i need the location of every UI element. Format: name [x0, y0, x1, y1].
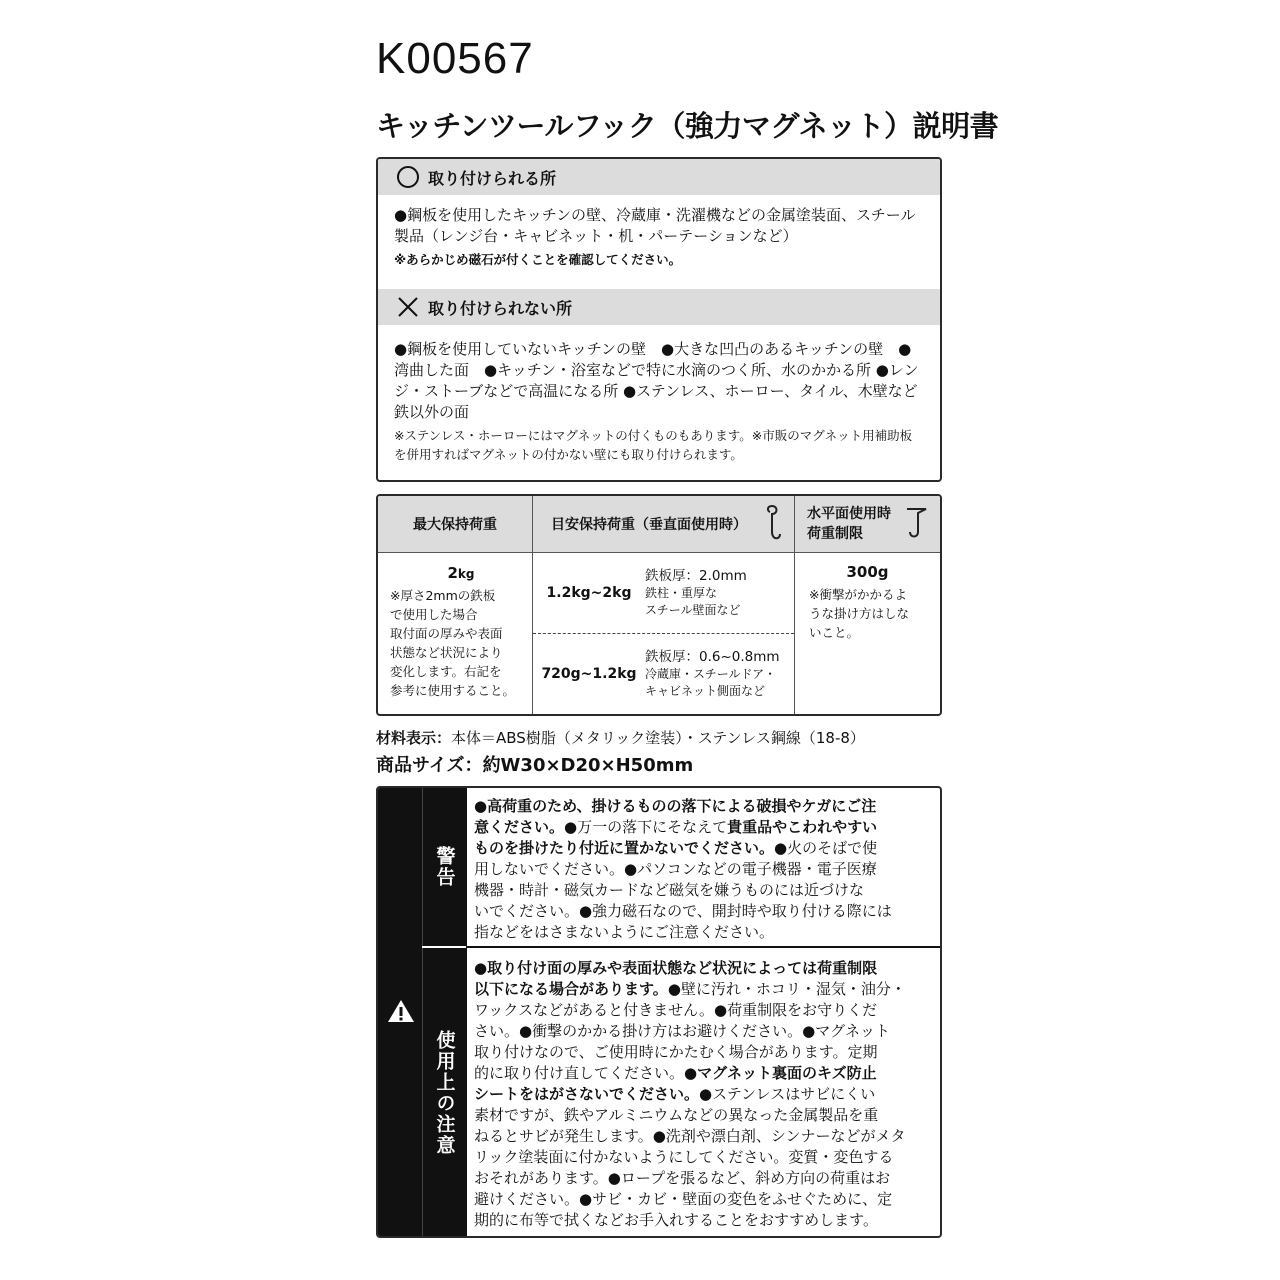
- not-mountable-note: ※ステンレス・ホーローにはマグネットの付くものもあります。※市販のマグネット用補助板を併用すればマグネットの付かない壁にも取り付けられます。: [394, 428, 913, 462]
- s-hook-icon: [762, 502, 784, 544]
- section-divider: [466, 946, 942, 948]
- size-line: [376, 751, 693, 777]
- caution-line: リック塗装面に付かないようにしてください。変質・変色する: [474, 1148, 894, 1166]
- warning-line: 機器・時計・磁気カードなど磁気を嫌うものには近づけな: [474, 881, 865, 899]
- max-load-note-5: 変化します。右記を: [390, 664, 502, 679]
- vertical-load-desc: [645, 568, 747, 619]
- mountable-text: ●鋼板を使用したキッチンの壁、冷蔵庫・洗濯機などの金属塗装面、スチール製品（レンジ台・キャビネット・机・パーテーションなど）: [394, 206, 916, 245]
- max-load-note-4: 状態など状況により: [390, 645, 503, 660]
- warning-bold: ●高荷重のため、掛けるものの落下による破損やケガにご注: [474, 797, 877, 815]
- caution-normal: ●ステンレスはサビにくい: [699, 1085, 876, 1103]
- warning-line: [474, 838, 936, 859]
- document-title: キッチンツールフック（強力マグネット）説明書: [376, 109, 999, 143]
- vertical-load-desc-1: 鉄板厚：0.6~0.8mm: [645, 648, 780, 665]
- cross-icon: [396, 295, 420, 319]
- max-load-cell: [378, 553, 533, 715]
- not-mountable-text: ●鋼板を使用していないキッチンの壁 ●大きな凹凸のあるキッチンの壁 ●湾曲した面 ●キッチン・浴室などで特に水滴のつく所、水のかかる所 ●レンジ・ストーブなどで高温になる所 ●ステンレス、ホーロー、タイル、木壁など鉄以外の面: [394, 340, 919, 421]
- warning-box: [376, 786, 942, 1238]
- warning-text: [474, 796, 936, 943]
- vertical-load-desc-3: キャビネット側面など: [645, 683, 766, 698]
- warning-line: [474, 817, 936, 838]
- max-load-unit: kg: [457, 567, 475, 581]
- horizontal-load-note-1: ※衝撃がかかるよ: [809, 587, 907, 602]
- max-load-value: [390, 563, 532, 582]
- vertical-load-header-label: 目安保持荷重（垂直面使用時）: [551, 517, 747, 533]
- mountable-header: [378, 159, 940, 195]
- caution-line: [474, 1063, 936, 1084]
- j-hook-icon: [904, 504, 930, 542]
- label-divider: [466, 788, 467, 1236]
- mounting-locations-box: [376, 157, 942, 482]
- vertical-load-desc-2: 鉄柱・重厚な: [645, 585, 718, 600]
- caution-normal: 的に取り付け直してください。: [474, 1064, 685, 1082]
- load-table-body: [378, 553, 940, 715]
- caution-line: 取り付けなので、ご使用時にかたむく場合があります。定期: [474, 1043, 878, 1061]
- horizontal-load-header-line1: 水平面使用時: [807, 506, 891, 522]
- warning-line: いでください。●強力磁石なので、開封時や取り付ける際には: [474, 902, 892, 920]
- not-mountable-header: [378, 289, 940, 325]
- load-table: [376, 494, 942, 716]
- vertical-load-header: [533, 496, 795, 552]
- caution-bold: 以下になる場合があります。: [474, 980, 668, 998]
- size-label: 商品サイズ：: [376, 755, 483, 776]
- vertical-load-desc-2: 冷蔵庫・スチールドア・: [645, 666, 777, 681]
- mountable-note: ※あらかじめ磁石が付くことを確認してください。: [394, 252, 682, 267]
- caution-text: [474, 958, 936, 1231]
- max-load-note-2: で使用した場合: [390, 607, 478, 622]
- vertical-load-row: [533, 634, 794, 714]
- circle-icon: [396, 165, 420, 189]
- caution-normal: ●壁に汚れ・ホコリ・湿気・油分・: [667, 980, 906, 998]
- max-load-number: 2: [447, 564, 458, 582]
- horizontal-load-header: [795, 496, 940, 552]
- caution-bold: ●取り付け面の厚みや表面状態など状況によっては荷重制限: [474, 959, 878, 977]
- warning-line: [474, 796, 936, 817]
- caution-line: [474, 1084, 936, 1105]
- warning-label: 警告: [422, 788, 467, 946]
- warning-normal: ●万一の落下にそなえて: [564, 818, 728, 836]
- vertical-load-desc-1: 鉄板厚：2.0mm: [645, 567, 747, 584]
- horizontal-load-header-line2: 荷重制限: [807, 526, 863, 542]
- caution-line: ねるとサビが発生します。●洗剤や漂白剤、シンナーなどがメタ: [474, 1127, 906, 1145]
- horizontal-load-value: 300g: [846, 563, 889, 581]
- warning-bold: 意ください。: [474, 818, 565, 836]
- caution-line: 避けください。●サビ・カビ・壁面の変色をふせぐために、定: [474, 1190, 893, 1208]
- max-load-note-6: 参考に使用すること。: [390, 683, 516, 698]
- warning-bold: ものを掛けたり付近に置かないでください。: [474, 839, 775, 857]
- horizontal-load-cell: [795, 553, 940, 715]
- vertical-load-value: 1.2kg~2kg: [546, 585, 632, 601]
- max-load-note-1: ※厚さ2mmの鉄板: [390, 588, 496, 603]
- caution-line: ワックスなどがあると付きません。●荷重制限をお守りくだ: [474, 1001, 878, 1019]
- caution-bold: ●マグネット裏面のキズ防止: [684, 1064, 877, 1082]
- size-value: 約W30×D20×H50mm: [482, 755, 694, 776]
- caution-line: おそれがあります。●ロープを張るなど、斜め方向の荷重はお: [474, 1169, 891, 1187]
- max-load-note-3: 取付面の厚みや表面: [390, 626, 503, 641]
- vertical-load-desc: [645, 649, 780, 700]
- mountable-heading: 取り付けられる所: [428, 168, 557, 188]
- caution-line: 期的に布等で拭くなどお手入れすることをおすすめします。: [474, 1211, 878, 1229]
- warning-line: 用しないでください。●パソコンなどの電子機器・電子医療: [474, 860, 877, 878]
- not-mountable-body: [378, 325, 940, 474]
- warning-bold: 貴重品やこわれやすい: [727, 818, 878, 836]
- warning-normal: ●火のそばで使: [774, 839, 878, 857]
- material-label: 材料表示：: [376, 729, 452, 747]
- vertical-load-value: 720g~1.2kg: [541, 666, 637, 682]
- caution-label: 使用上の注意: [422, 948, 467, 1238]
- mountable-body: [378, 195, 940, 277]
- not-mountable-heading: 取り付けられない所: [428, 298, 573, 318]
- horizontal-load-note-2: うな掛け方はしな: [809, 606, 910, 621]
- warning-line: 指などをはさまないようにご注意ください。: [474, 923, 775, 941]
- caution-line: [474, 958, 936, 979]
- caution-line: 素材ですが、鉄やアルミニウムなどの異なった金属製品を重: [474, 1106, 879, 1124]
- horizontal-load-note-3: いこと。: [809, 625, 860, 640]
- load-table-header: [378, 496, 940, 553]
- vertical-load-desc-3: スチール壁面など: [645, 602, 741, 617]
- material-line: [376, 727, 865, 748]
- warning-triangle-icon: [387, 998, 415, 1024]
- vertical-load-row: [533, 553, 794, 634]
- warning-strip: [378, 788, 422, 1236]
- caution-bold: シートをはがさないでください。: [474, 1085, 700, 1103]
- vertical-load-cell: [533, 553, 795, 715]
- product-code: K00567: [376, 34, 534, 83]
- max-load-header: [378, 496, 533, 552]
- material-value: 本体＝ABS樹脂（メタリック塗装）・ステンレス鋼線（18-8）: [451, 729, 865, 747]
- caution-line: さい。●衝撃のかかる掛け方はお避けください。●マグネット: [474, 1022, 891, 1040]
- caution-line: [474, 979, 936, 1000]
- max-load-header-label: 最大保持荷重: [413, 517, 497, 533]
